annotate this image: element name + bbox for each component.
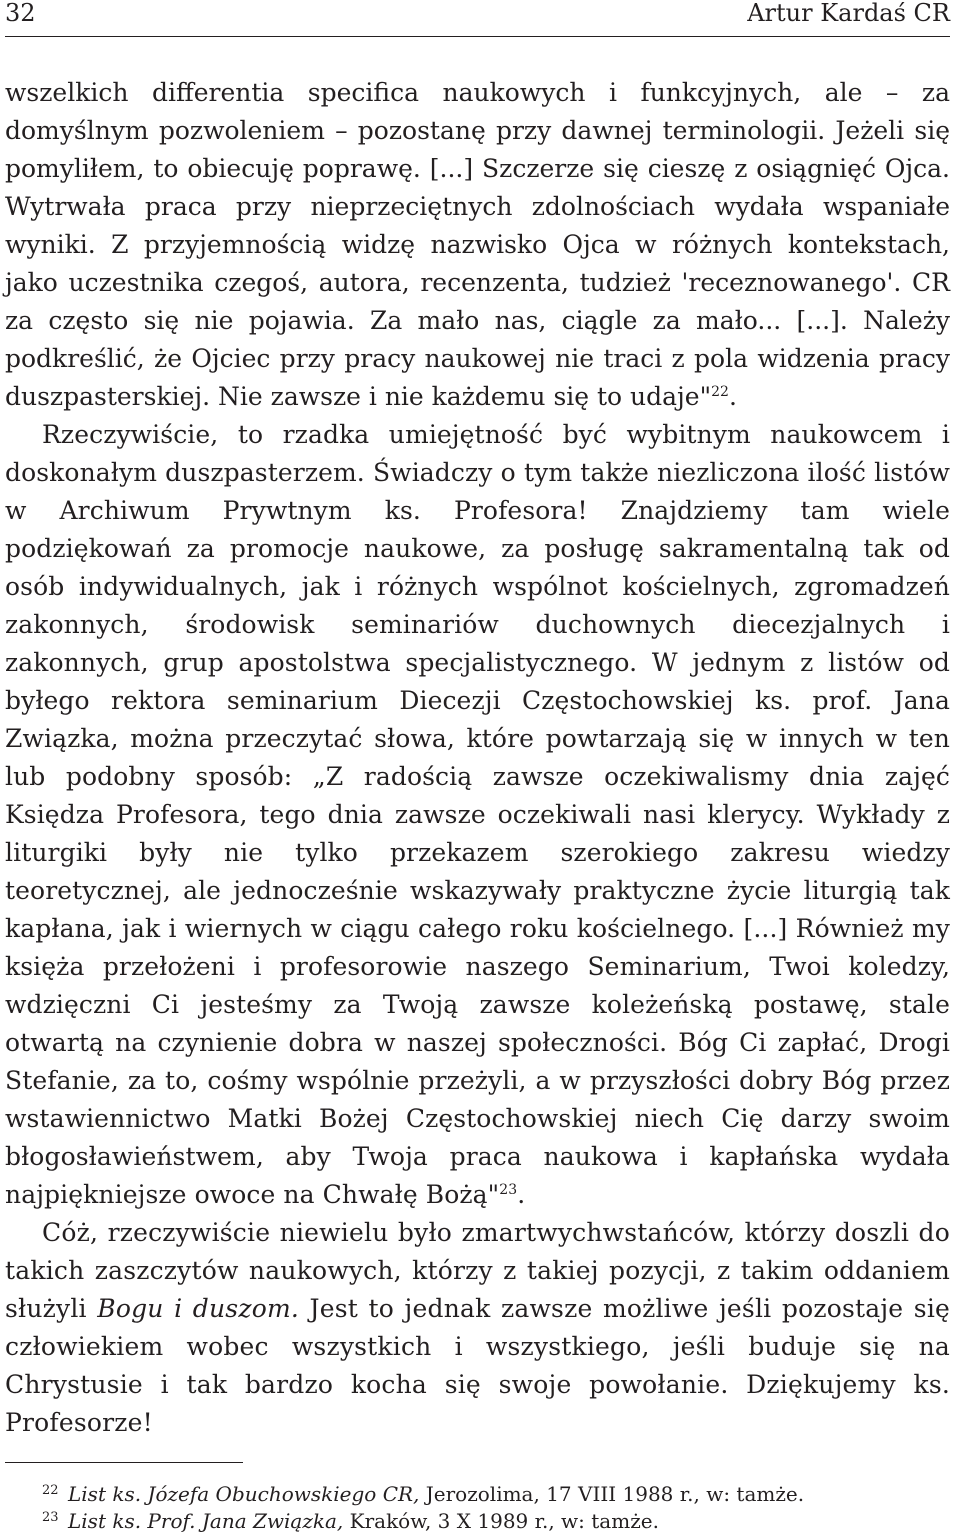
paragraph-text: Jest to jednak zawsze możliwe jeśli pozostaje się człowiekiem wobec wszystkich i wszystkiego, jeśli buduje się na Chrystusie i tak bardzo kocha się swoje powołanie. Dziękujemy ks. Profesorze! xyxy=(5,1294,951,1437)
running-head-author: Artur Kardaś CR xyxy=(747,0,950,27)
footnote-text: Kraków, 3 X 1989 r., w: tamże. xyxy=(343,1509,659,1533)
body-text xyxy=(5,74,950,1442)
paragraph-closing xyxy=(5,1214,950,1442)
footnote-reference[interactable]: 22 xyxy=(711,384,729,400)
paragraph-text: Rzeczywiście, to rzadka umiejętność być wybitnym naukowcem i doskonałym duszpasterzem. Świadczy o tym także niezliczona ilość listów w Archiwum Prywtnym ks. Profesora! Znajdziemy tam wiele podziękowań za promocje naukowe, za posługę sakramentalną tak od osób indywidualnych, jak i różnych wspólnot kościelnych, zgromadzeń zakonnych, środowisk seminariów duchownych diecezjalnych i zakonnych, grup apostolstwa specjalistycznego. W jednym z listów od byłego rektora seminarium Diecezji Częstochowskiej ks. prof. Jana Związka, można przeczytać słowa, które powtarzają się w innych w ten lub podobny sposób: „Z radością zawsze oczekiwalismy dnia zajęć Księdza Profesora, tego dnia zawsze oczekiwali nasi klerycy. Wykłady z liturgiki były nie tylko przekazem szerokiego zakresu wiedzy teoretycznej, ale jednocześnie wskazywały praktyczne życie liturgią tak kapłana, jak i wiernych w ciągu całego roku kościelnego. [...] Również my księża przełożeni i profesorowie naszego Seminarium, Twoi koledzy, wdzięczni Ci jesteśmy za Twoją zawsze koleżeńską postawę, stale otwartą na czynienie dobra w naszej społeczności. Bóg Ci zapłać, Drogi Stefanie, za to, cośmy wspólnie przeżyli, a w przyszłości dobry Bóg przez wstawiennictwo Matki Bożej Częstochowskiej niech Cię darzy swoim błogosławieństwem, aby Twoja praca naukowa i kapłańska wydała najpiękniejsze owoce na Chwałę Bożą" xyxy=(5,420,950,1209)
paragraph-text: . xyxy=(517,1180,526,1209)
document-page xyxy=(5,0,950,1535)
footnote-23: 23 List ks. Prof. Jana Związka, Kraków, 3 X 1989 r., w: tamże. xyxy=(42,1509,659,1533)
footnote-source-title: List ks. Prof. Jana Związka, xyxy=(68,1509,344,1533)
header-rule xyxy=(5,36,950,37)
paragraph-text: Cóż, rzeczywiście niewielu było zmartwychwstańców, którzy doszli do takich zaszczytów naukowych, którzy z takiej pozycji, z takim oddaniem służyli xyxy=(5,1218,950,1323)
paragraph-archive-letters xyxy=(5,416,950,1214)
italic-phrase: Bogu i duszom. xyxy=(97,1294,300,1323)
footnotes xyxy=(42,1481,950,1535)
footnote-source-title: List ks. Józefa Obuchowskiego CR, xyxy=(68,1482,420,1506)
paragraph-quote-continuation xyxy=(5,74,950,416)
footnote-rule xyxy=(5,1462,243,1463)
footnote-reference[interactable]: 23 xyxy=(499,1182,518,1198)
running-head xyxy=(5,0,950,28)
paragraph-text: . xyxy=(728,382,737,411)
page-number: 32 xyxy=(5,0,36,27)
footnote-text: Jerozolima, 17 VIII 1988 r., w: tamże. xyxy=(419,1482,805,1506)
paragraph-text: wszelkich differentia specifica naukowych i funkcyjnych, ale – za domyślnym pozwoleniem – pozostanę przy dawnej terminologii. Jeżeli się pomyliłem, to obiecuję poprawę. [...] Szczerze się cieszę z osiągnięć Ojca. Wytrwała praca przy nieprzeciętnych zdolnościach wydała wspaniałe wyniki. Z przyjemnością widzę nazwisko Ojca w różnych kontekstach, jako uczestnika czegoś, autora, recenzenta, tudzież 'receznowanego'. CR za często się nie pojawia. Za mało nas, ciągle za mało... [...]. Należy podkreślić, że Ojciec przy pracy naukowej nie traci z pola widzenia pracy duszpasterskiej. Nie zawsze i nie każdemu się to udaje" xyxy=(5,78,950,411)
footnote-22: 22 List ks. Józefa Obuchowskiego CR, Jerozolima, 17 VIII 1988 r., w: tamże. xyxy=(42,1482,805,1506)
